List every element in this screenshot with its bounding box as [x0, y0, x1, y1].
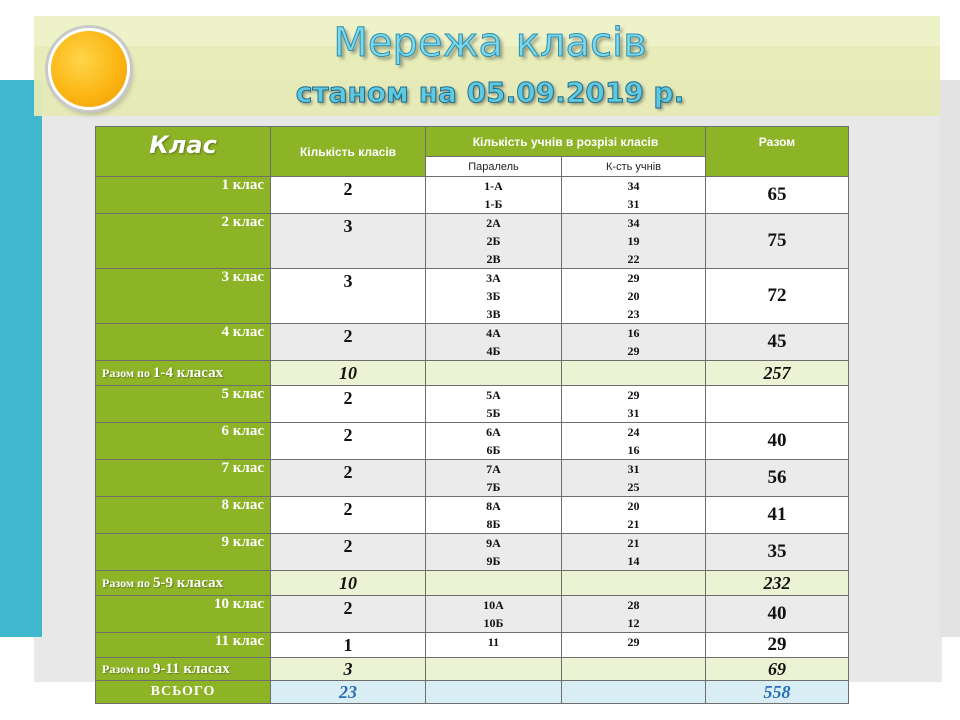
- header-class-count: Кількість класів: [271, 127, 426, 177]
- class-count: 2: [271, 596, 426, 633]
- students-cell: 31 25: [562, 460, 706, 497]
- students-cell: 29 20 23: [562, 269, 706, 324]
- subtotal-total: 69: [706, 658, 849, 681]
- row-total: 41: [706, 497, 849, 534]
- table-row: [96, 386, 849, 423]
- subtotal-label: Разом по 1-4 класах: [96, 361, 271, 386]
- table-row: [96, 324, 849, 361]
- class-label: 2 клас: [96, 214, 271, 269]
- students-cell: 16 29: [562, 324, 706, 361]
- parallels-cell: 10А 10Б: [426, 596, 562, 633]
- grand-total-label: ВСЬОГО: [96, 681, 271, 704]
- table-row: [96, 534, 849, 571]
- table-row: [96, 596, 849, 633]
- class-count: 3: [271, 269, 426, 324]
- left-accent-band: [0, 80, 42, 637]
- table-row: [96, 497, 849, 534]
- class-label: 3 клас: [96, 269, 271, 324]
- subtotal-label: Разом по 9-11 класах: [96, 658, 271, 681]
- subtotal-row: [96, 361, 849, 386]
- table-row: [96, 460, 849, 497]
- header-student-count: К-сть учнів: [562, 157, 706, 177]
- parallels-cell: 1-А 1-Б: [426, 177, 562, 214]
- class-count: 3: [271, 214, 426, 269]
- parallels-cell: 7А 7Б: [426, 460, 562, 497]
- students-cell: 34 31: [562, 177, 706, 214]
- students-cell: 34 19 22: [562, 214, 706, 269]
- class-count: 2: [271, 423, 426, 460]
- subtotal-count: 10: [271, 571, 426, 596]
- row-total: 56: [706, 460, 849, 497]
- parallels-cell: 8А 8Б: [426, 497, 562, 534]
- class-label: 10 клас: [96, 596, 271, 633]
- parallels-cell: 3А 3Б 3В: [426, 269, 562, 324]
- row-total: 72: [706, 269, 849, 324]
- header-parallel: Паралель: [426, 157, 562, 177]
- parallels-cell: 5А 5Б: [426, 386, 562, 423]
- row-total: 35: [706, 534, 849, 571]
- class-count: 1: [271, 633, 426, 658]
- page-subtitle: станом на 05.09.2019 р.: [295, 76, 685, 109]
- class-count: 2: [271, 534, 426, 571]
- class-label: 6 клас: [96, 423, 271, 460]
- students-cell: 24 16: [562, 423, 706, 460]
- subtotal-count: 10: [271, 361, 426, 386]
- row-total: 40: [706, 596, 849, 633]
- class-label: 5 клас: [96, 386, 271, 423]
- subtotal-label: Разом по 5-9 класах: [96, 571, 271, 596]
- class-label: 4 клас: [96, 324, 271, 361]
- parallels-cell: 9А 9Б: [426, 534, 562, 571]
- table-row: [96, 423, 849, 460]
- table-row: [96, 214, 849, 269]
- subtotal-row: [96, 571, 849, 596]
- class-label: 8 клас: [96, 497, 271, 534]
- class-label: 9 клас: [96, 534, 271, 571]
- subtotal-count: 3: [271, 658, 426, 681]
- subtotal-total: 232: [706, 571, 849, 596]
- row-total: 29: [706, 633, 849, 658]
- header-class: Клас: [96, 127, 271, 177]
- table-row: [96, 633, 849, 658]
- subtotal-row: [96, 658, 849, 681]
- class-count: 2: [271, 497, 426, 534]
- class-count: 2: [271, 460, 426, 497]
- header-total: Разом: [706, 127, 849, 177]
- row-total: [706, 386, 849, 423]
- class-network-table: [95, 126, 849, 704]
- page-title: Мережа класів: [333, 20, 647, 66]
- class-count: 2: [271, 386, 426, 423]
- students-cell: 29: [562, 633, 706, 658]
- class-label: 7 клас: [96, 460, 271, 497]
- grand-total-count: 23: [271, 681, 426, 704]
- class-count: 2: [271, 177, 426, 214]
- class-label: 1 клас: [96, 177, 271, 214]
- parallels-cell: 11: [426, 633, 562, 658]
- grand-total-value: 558: [706, 681, 849, 704]
- row-total: 75: [706, 214, 849, 269]
- table-row: [96, 177, 849, 214]
- parallels-cell: 2А 2Б 2В: [426, 214, 562, 269]
- class-label: 11 клас: [96, 633, 271, 658]
- subtotal-total: 257: [706, 361, 849, 386]
- header-students: Кількість учнів в розрізі класів: [426, 127, 706, 157]
- parallels-cell: 4А 4Б: [426, 324, 562, 361]
- students-cell: 28 12: [562, 596, 706, 633]
- parallels-cell: 6А 6Б: [426, 423, 562, 460]
- row-total: 45: [706, 324, 849, 361]
- students-cell: 21 14: [562, 534, 706, 571]
- grand-total-row: [96, 681, 849, 704]
- sun-icon: [48, 28, 130, 110]
- row-total: 65: [706, 177, 849, 214]
- class-count: 2: [271, 324, 426, 361]
- right-accent-band: [940, 80, 960, 637]
- table-row: [96, 269, 849, 324]
- students-cell: 20 21: [562, 497, 706, 534]
- students-cell: 29 31: [562, 386, 706, 423]
- row-total: 40: [706, 423, 849, 460]
